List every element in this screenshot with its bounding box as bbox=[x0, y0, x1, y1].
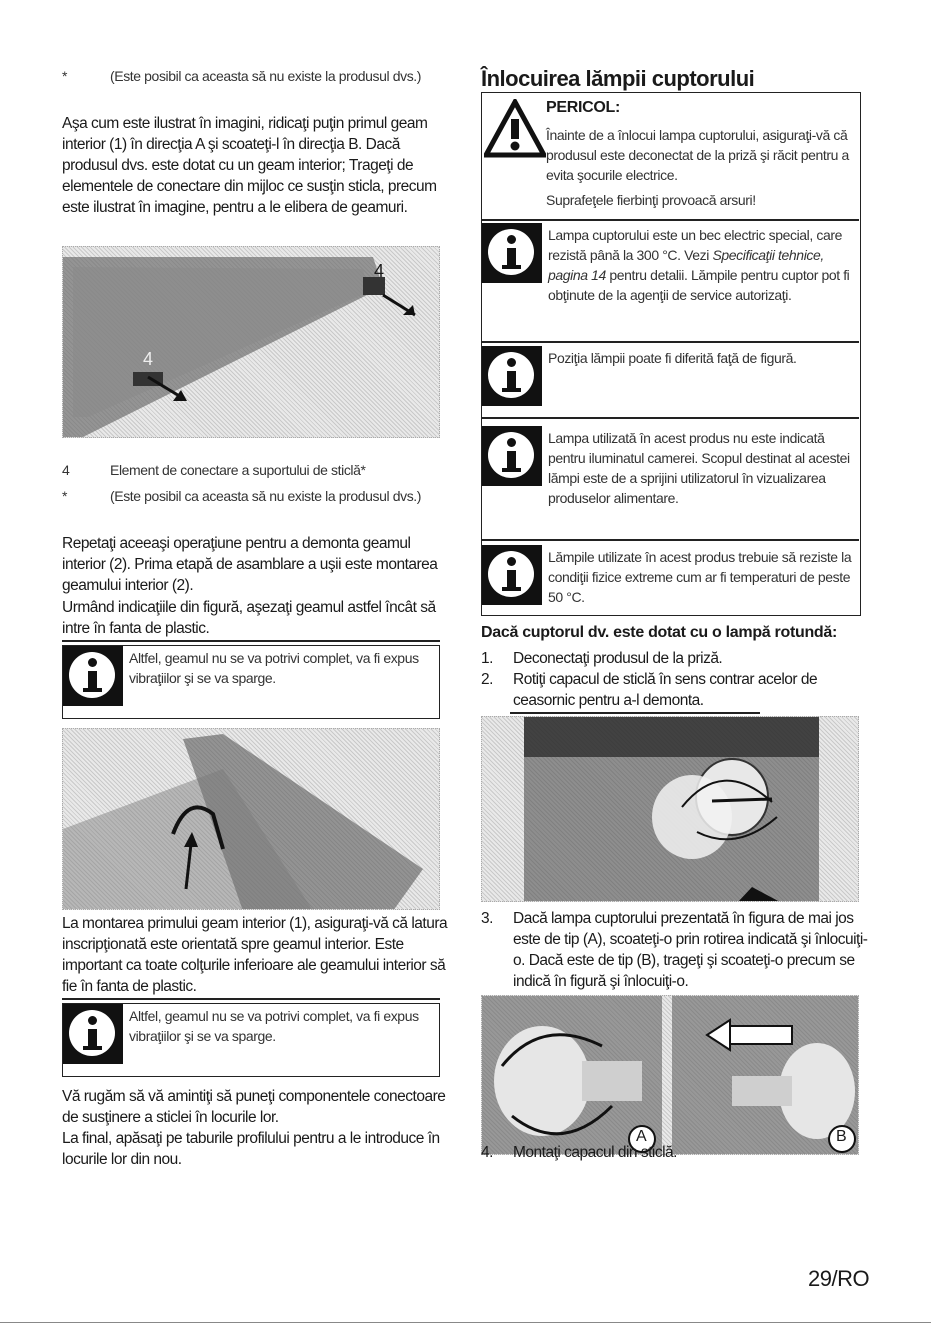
paragraph-lift-glass: Aşa cum este ilustrat în imagini, ridicaţi puţin primul geam interior (1) în direcţia A şi scoateţi-l în direcţia B. Dacă produsul dvs. este dotat cu un geam interior; Trageţi de elementele de conectare din mijloc ce susţin sticla, precum este ilustrat în imagine, pentru a le elibera de geamuri. bbox=[62, 115, 437, 216]
section-heading: Înlocuirea lămpii cuptorului bbox=[481, 66, 755, 91]
info-note-2-text: Altfel, geamul nu se va potrivi complet, va fi expus vibraţiilor şi se va sparge. bbox=[129, 1008, 419, 1044]
info-note-1 bbox=[62, 645, 440, 719]
step-number: 1. bbox=[481, 650, 493, 667]
lamp-types-illustration bbox=[482, 996, 859, 1155]
step-item bbox=[481, 669, 876, 711]
step-4 bbox=[481, 1142, 876, 1163]
info-icon bbox=[63, 646, 123, 706]
paragraph-remember: Vă rugăm să vă amintiţi să puneţi componentele conectoare de susţinere a sticlei în locurile lor. bbox=[62, 1088, 446, 1126]
footnote-1 bbox=[62, 66, 452, 86]
info-icon bbox=[482, 346, 542, 406]
paragraph-finally: La final, apăsaţi pe taburile profilului pentru a le introduce în locurile lor din nou. bbox=[62, 1130, 440, 1168]
legend-text: Element de conectare a suportului de sticlă* bbox=[110, 462, 366, 478]
step-3 bbox=[481, 908, 876, 992]
lamp-type-b-label: B bbox=[836, 1128, 847, 1145]
step-text: Deconectaţi produsul de la priză. bbox=[513, 650, 723, 667]
figure-remove-glass-cap bbox=[481, 716, 859, 902]
info-icon bbox=[482, 223, 542, 283]
paragraph-inscribed-side: La montarea primului geam interior (1), asiguraţi-vă că latura inscripţionată este orientată spre geamul interior. Este important ca toate colţurile inferioare ale geamului interior să fie în fanta de plastic. bbox=[62, 915, 448, 995]
info-lamp-special-text bbox=[548, 225, 853, 305]
figure-lamp-types bbox=[481, 995, 859, 1155]
paragraph-repeat: Repetaţi aceeaşi operaţiune pentru a demonta geamul interior (2). Prima etapă de asamblare a uşii este montarea geamului interior (2). bbox=[62, 535, 438, 594]
divider bbox=[482, 417, 859, 419]
info-lamp-purpose bbox=[482, 426, 859, 538]
step-item bbox=[481, 648, 876, 669]
step-number: 2. bbox=[481, 671, 493, 688]
danger-burns: Suprafeţele fierbinţi provoacă arsuri! bbox=[546, 192, 756, 208]
figure-label-4-bottom: 4 bbox=[143, 349, 154, 369]
warning-triangle-icon bbox=[484, 99, 546, 159]
specifications-link[interactable]: Specificaţii tehnice, pagina 14 bbox=[548, 247, 824, 283]
legend-number: 4 bbox=[62, 462, 70, 478]
info-note-1-text: Altfel, geamul nu se va potrivi complet, va fi expus vibraţiilor şi se va sparge. bbox=[129, 650, 419, 686]
info-text-part: Lampa cuptorului este un bec electric special, care rezistă până la 300 °C. Vezi bbox=[548, 227, 842, 263]
underline-rule bbox=[510, 712, 760, 714]
footnote-mark: * bbox=[62, 488, 68, 504]
danger-section bbox=[482, 93, 859, 217]
underline-rule bbox=[62, 640, 440, 642]
footer-rule bbox=[0, 1322, 931, 1323]
figure-legend bbox=[62, 460, 452, 480]
danger-title: PERICOL: bbox=[546, 99, 621, 116]
step-text: Dacă lampa cuptorului prezentată în figura de mai jos este de tip (A), scoateţi-o prin rotirea indicată şi înlocuiţi-o. Dacă este de tip (B), trageţi şi scoateţi-o precum se indică în figură şi înlocuiţi-o. bbox=[513, 910, 868, 990]
divider bbox=[482, 219, 859, 221]
footnote-text: (Este posibil ca aceasta să nu existe la produsul dvs.) bbox=[110, 488, 422, 504]
footnote-mark: * bbox=[62, 68, 68, 84]
paragraph-place-glass: Urmând indicaţiile din figură, aşezaţi geamul astfel încât să intre în fanta de plastic. bbox=[62, 599, 436, 637]
figure-glass-connectors bbox=[62, 246, 440, 438]
info-icon bbox=[482, 426, 542, 486]
round-lamp-heading: Dacă cuptorul dv. este dotat cu o lampă rotundă: bbox=[481, 624, 838, 641]
info-lamp-temperature bbox=[482, 545, 859, 613]
info-icon bbox=[63, 1004, 123, 1064]
underline-rule bbox=[62, 998, 440, 1000]
glass-cap-illustration bbox=[482, 717, 859, 902]
lamp-type-a-label: A bbox=[636, 1128, 647, 1145]
step-number: 3. bbox=[481, 910, 493, 927]
divider bbox=[482, 539, 859, 541]
info-lamp-position bbox=[482, 346, 859, 416]
step-text: Montaţi capacul din sticlă. bbox=[513, 1144, 677, 1161]
info-lamp-position-text: Poziţia lămpii poate fi diferită faţă de figură. bbox=[548, 350, 797, 366]
info-lamp-special bbox=[482, 223, 859, 341]
figure-label-4-top: 4 bbox=[374, 261, 385, 281]
step-number: 4. bbox=[481, 1144, 493, 1161]
divider bbox=[482, 341, 859, 343]
figure-glass-slot bbox=[62, 728, 440, 910]
step-text: Rotiţi capacul de sticlă în sens contrar acelor de ceasornic pentru a-l demonta. bbox=[513, 671, 818, 709]
steps-1-2 bbox=[481, 648, 876, 711]
page-number: 29/RO bbox=[808, 1266, 870, 1291]
info-lamp-temperature-text: Lămpile utilizate în acest produs trebuie să reziste la condiţii fizice extreme cum ar fi temperaturi de peste 50 °C. bbox=[548, 549, 852, 605]
glass-slot-illustration bbox=[63, 729, 440, 910]
info-text-part: pentru detalii. Lămpile pentru cuptor pot fi obţinute de la agenţii de service autorizaţi. bbox=[548, 267, 850, 303]
danger-text: Înainte de a înlocui lampa cuptorului, asiguraţi-vă că produsul este deconectat de la priză şi răcit pentru a evita şocurile electrice. bbox=[546, 127, 849, 183]
info-lamp-purpose-text: Lampa utilizată în acest produs nu este indicată pentru iluminatul camerei. Scopul destinat al acestei lămpi este de a sprijini utilizatorul în vizualizarea produselor alimentare. bbox=[548, 430, 850, 506]
info-icon bbox=[482, 545, 542, 605]
info-note-2 bbox=[62, 1003, 440, 1077]
footnote-text: (Este posibil ca aceasta să nu existe la produsul dvs.) bbox=[110, 68, 422, 84]
footnote-2 bbox=[62, 486, 452, 506]
warning-box bbox=[481, 92, 861, 616]
